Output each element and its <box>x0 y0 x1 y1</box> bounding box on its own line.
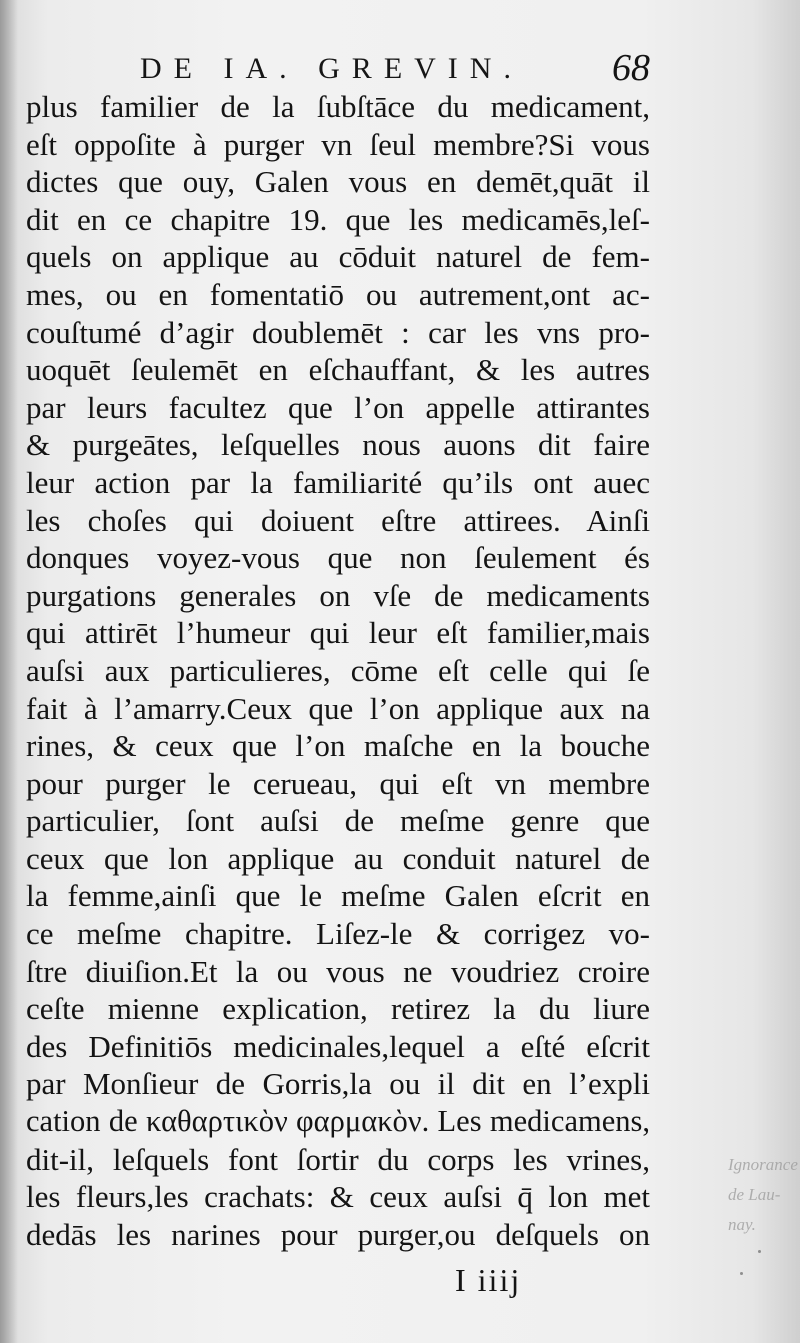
ink-speck <box>758 1250 761 1253</box>
text-line: & purgeātes, leſquelles nous auons dit faire <box>26 427 650 463</box>
text-line: eſt oppoſite à purger vn ſeul membre?Si vous <box>26 126 650 162</box>
text-line: rines, & ceux que l’on maſche en la bouche <box>26 728 650 764</box>
signature-mark: I iiij <box>455 1262 522 1298</box>
margin-note-line: Ignorance <box>728 1155 798 1174</box>
text-line: pour purger le cerueau, qui eſt vn membre <box>26 765 650 801</box>
text-line: par leurs facultez que l’on appelle attirantes <box>26 389 650 425</box>
margin-note-line: nay. <box>728 1215 756 1234</box>
text-line: des Definitiōs medicinales,lequel a eſté eſcrit <box>26 1028 650 1064</box>
text-line: mes, ou en fomentatiō ou autrement,ont ac- <box>26 276 650 312</box>
text-line: dedās les narines pour purger,ou deſquels on <box>26 1216 650 1252</box>
text-line: purgations generales on vſe de medicaments <box>26 577 650 613</box>
margin-note <box>728 1150 798 1240</box>
text-line: dit-il, leſquels font ſortir du corps les vrines, <box>26 1141 650 1177</box>
text-line: plus familier de la ſubſtāce du medicament, <box>26 89 650 124</box>
text-line: ceſte mienne explication, retirez la du liure <box>26 991 650 1027</box>
text-line: couſtumé d’agir doublemēt : car les vns pro- <box>26 314 650 350</box>
margin-note-line: de Lau- <box>728 1185 781 1204</box>
gutter-shadow <box>0 0 18 1343</box>
text-line: cation de καθαρτικὸν φαρμακὸν. Les medicamens, <box>26 1104 650 1139</box>
text-line: ce meſme chapitre. Liſez-le & corrigez vo- <box>26 916 650 952</box>
text-line: les choſes qui doiuent eſtre attirees. Ainſi <box>26 502 650 538</box>
body-text <box>26 88 656 1253</box>
text-line: ceux que lon applique au conduit naturel de <box>26 840 650 876</box>
text-line: la femme,ainſi que le meſme Galen eſcrit en <box>26 878 650 914</box>
text-line: particulier, ſont auſsi de meſme genre que <box>26 803 650 839</box>
text-line: leur action par la familiarité qu’ils ont auec <box>26 464 650 500</box>
text-line: dit en ce chapitre 19. que les medicamēs,leſ- <box>26 201 650 237</box>
ink-speck <box>740 1272 743 1275</box>
text-line: quels on applique au cōduit naturel de fem- <box>26 239 650 275</box>
text-line: auſsi aux particulieres, cōme eſt celle qui ſe <box>26 652 650 688</box>
text-line: ſtre diuiſion.Et la ou vous ne voudriez croire <box>26 953 650 989</box>
text-line: les fleurs,les crachats: & ceux auſsi q̄ lon met <box>26 1179 650 1215</box>
running-title: DE IA. GREVIN. <box>140 52 523 85</box>
text-line: dictes que ouy, Galen vous en demēt,quāt il <box>26 164 650 200</box>
text-line: donques voyez-vous que non ſeulement és <box>26 540 650 576</box>
text-line: qui attirēt l’humeur qui leur eſt familier,mais <box>26 615 650 651</box>
text-line: uoquēt ſeulemēt en eſchauffant, & les autres <box>26 352 650 388</box>
page-number: 68 <box>612 47 650 89</box>
text-line: fait à l’amarry.Ceux que l’on applique aux na <box>26 690 650 726</box>
text-line: par Monſieur de Gorris,la ou il dit en l’expli <box>26 1066 650 1102</box>
